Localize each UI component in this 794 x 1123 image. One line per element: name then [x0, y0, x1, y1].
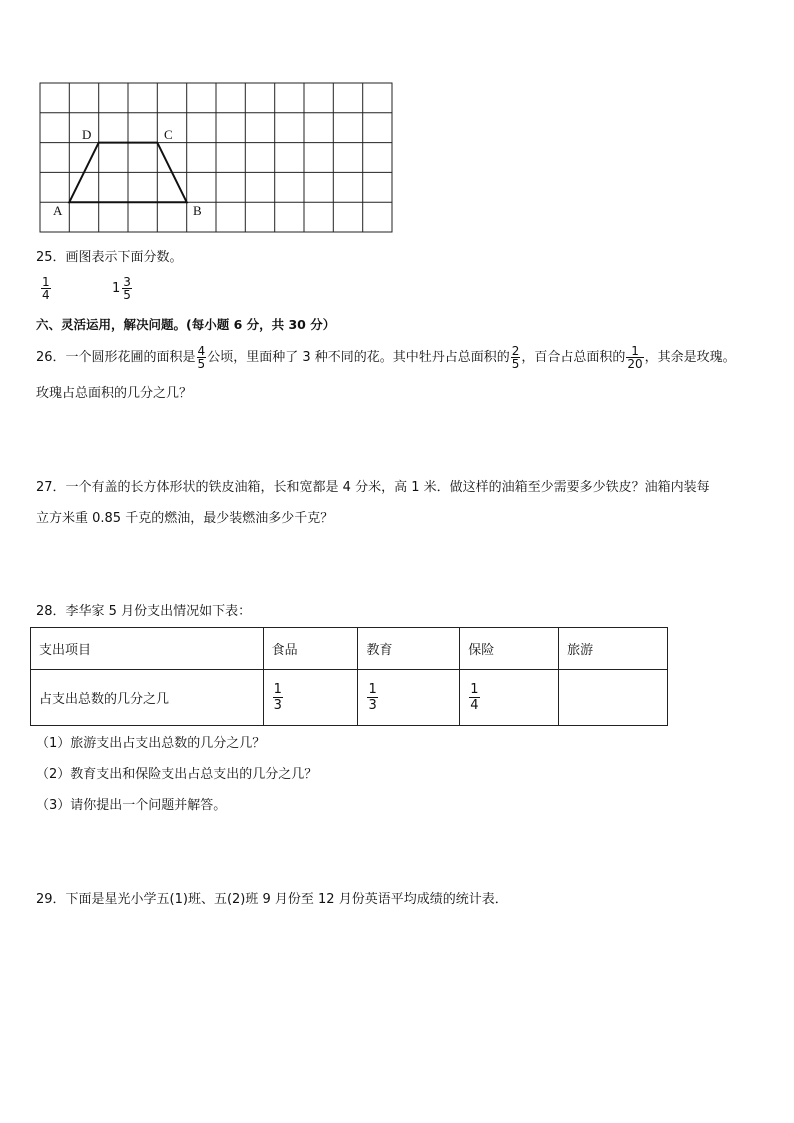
q25-text: 25．画图表示下面分数。 — [36, 250, 183, 265]
header-cell-food: 食品 — [263, 628, 358, 670]
q27-line-2: 立方米重 0.85 千克的燃油，最少装燃油多少千克？ — [36, 511, 334, 526]
cell-travel-empty — [559, 670, 668, 726]
fraction-denominator: 20 — [627, 357, 643, 371]
fraction-numerator: 3 — [123, 275, 131, 289]
q26-part-2: 公顷，里面种了 3 种不同的花。其中牡丹占总面积的 — [207, 350, 510, 365]
fraction-lily — [626, 345, 643, 370]
fraction-denominator: 5 — [511, 357, 520, 371]
mixed-whole: 1 — [112, 281, 121, 296]
fraction-denominator: 3 — [368, 698, 377, 713]
fraction-area — [197, 345, 207, 370]
cell-insurance-fraction — [460, 670, 559, 726]
q26-part-4: ，其余是玫瑰。 — [644, 350, 736, 365]
q25-fraction-quarter — [40, 276, 52, 301]
row-label-cell: 占支出总数的几分之几 — [31, 670, 264, 726]
vertex-label-b: B — [193, 203, 202, 218]
q28-sub-2: （2）教育支出和保险支出占总支出的几分之几？ — [36, 767, 318, 782]
header-cell-item: 支出项目 — [31, 628, 264, 670]
table-header-row — [31, 628, 668, 670]
q28-sub-1: （1）旅游支出占支出总数的几分之几？ — [36, 736, 266, 751]
fraction-denominator: 5 — [197, 357, 206, 371]
header-cell-education: 教育 — [358, 628, 460, 670]
q28-sub-3: （3）请你提出一个问题并解答。 — [36, 798, 227, 813]
cell-education-fraction — [358, 670, 460, 726]
grid-with-trapezoid — [38, 82, 394, 234]
fraction-numerator: 1 — [273, 682, 282, 697]
q27-line-1: 27．一个有盖的长方体形状的铁皮油箱，长和宽都是 4 分米，高 1 米．做这样的油箱至少需要多少铁皮？油箱内装每 — [36, 480, 710, 495]
q26-part-1: 26．一个圆形花圃的面积是 — [36, 350, 196, 365]
vertex-label-c: C — [164, 127, 173, 142]
q29-text: 29．下面是星光小学五(1)班、五(2)班 9 月份至 12 月份英语平均成绩的统计表． — [36, 892, 508, 907]
vertex-label-a: A — [53, 203, 63, 218]
table-row — [31, 670, 668, 726]
fraction-numerator: 1 — [631, 344, 639, 358]
grid-lines — [40, 83, 392, 232]
vertex-label-d: D — [82, 127, 92, 142]
q28-intro: 28．李华家 5 月份支出情况如下表： — [36, 604, 252, 619]
fraction-numerator: 4 — [197, 344, 206, 358]
q26-line-2: 玫瑰占总面积的几分之几？ — [36, 386, 193, 401]
fraction-denominator: 4 — [42, 288, 50, 302]
section-6-heading: 六、灵活运用，解决问题。(每小题 6 分，共 30 分） — [36, 317, 336, 332]
fraction-denominator: 3 — [273, 698, 282, 713]
fraction-numerator: 1 — [368, 682, 377, 697]
fraction-numerator: 2 — [511, 344, 520, 358]
fraction-peony — [511, 345, 521, 370]
q26-part-3: ，百合占总面积的 — [521, 350, 626, 365]
q26-line-1 — [36, 345, 736, 370]
fraction-numerator: 1 — [42, 275, 50, 289]
fraction-numerator: 1 — [470, 682, 479, 697]
cell-food-fraction — [263, 670, 358, 726]
header-cell-insurance: 保险 — [460, 628, 559, 670]
fraction-denominator: 5 — [123, 288, 131, 302]
expense-table — [30, 627, 668, 726]
q25-mixed-fraction — [112, 276, 133, 301]
fraction-denominator: 4 — [470, 698, 479, 713]
header-cell-travel: 旅游 — [559, 628, 668, 670]
